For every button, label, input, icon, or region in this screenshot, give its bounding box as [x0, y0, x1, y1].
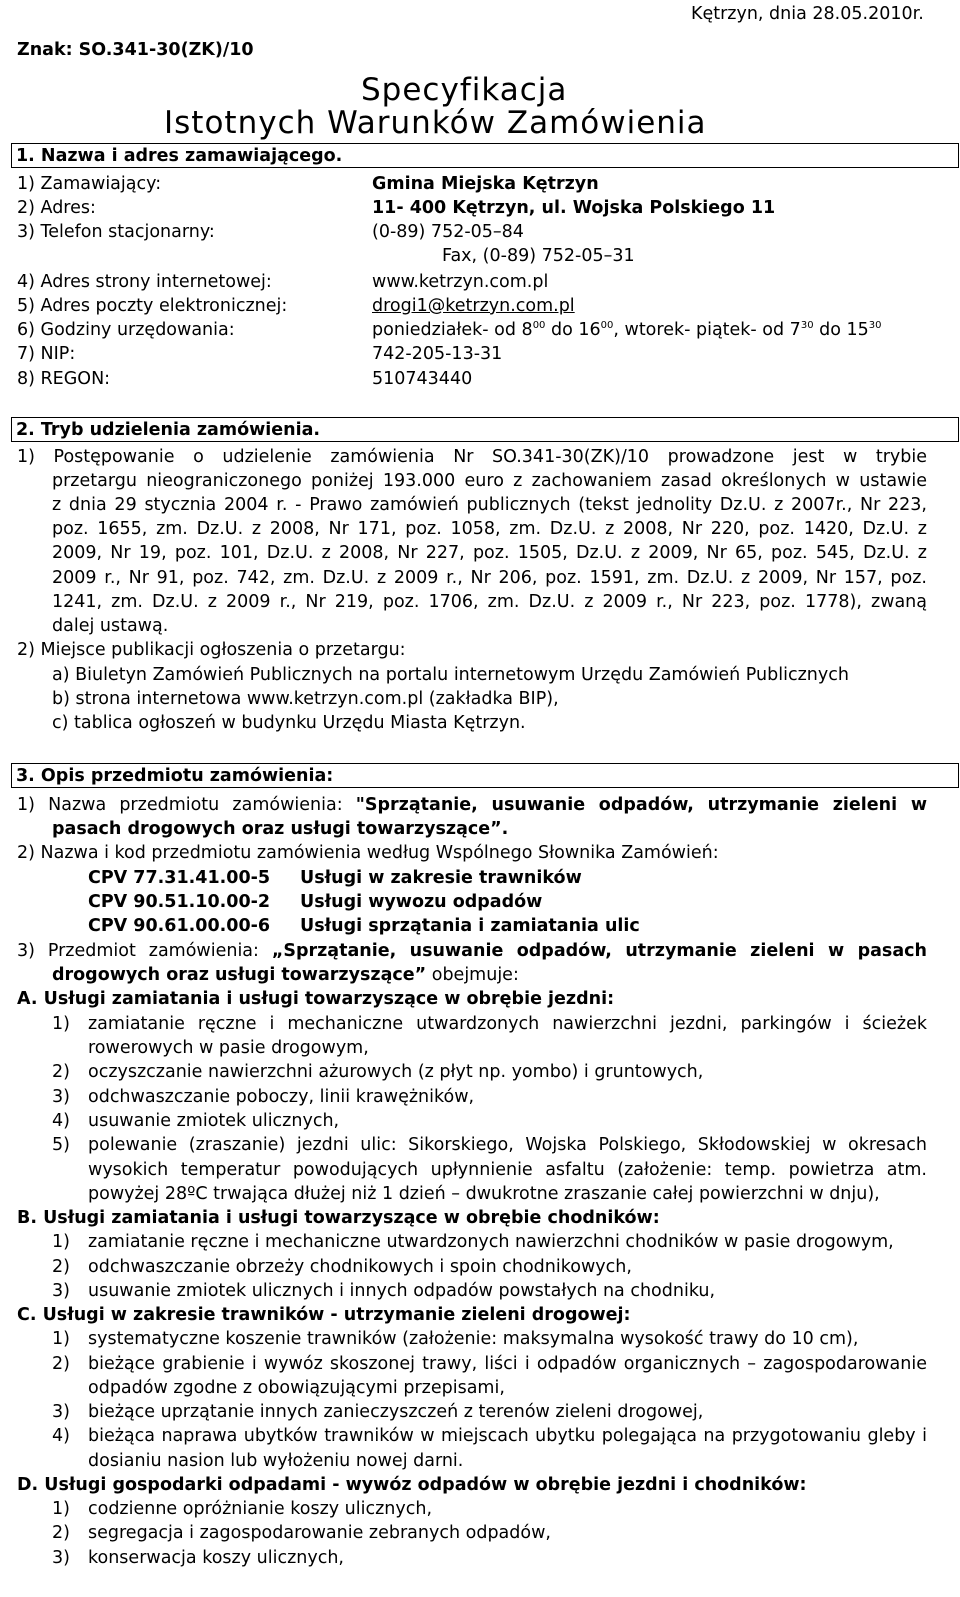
group-b-heading: B. Usługi zamiatania i usługi towarzyszące w obrębie chodników:: [17, 1208, 660, 1228]
item-text: oczyszczanie nawierzchni ażurowych (z płyt np. yombo) i gruntowych,: [88, 1062, 704, 1082]
section-1-title: 1. Nazwa i adres zamawiającego.: [16, 146, 343, 166]
row-value: Gmina Miejska Kętrzyn: [372, 174, 599, 194]
item-text: wysokich temperatur powodujących upłynnienie asfaltu (założenie: temp. powietrza atm.: [88, 1160, 927, 1180]
title-line-1: Specyfikacja: [361, 72, 568, 108]
item-number: 1): [52, 1499, 70, 1519]
item-text: bieżące uprzątanie innych zanieczyszczeń z terenów zieleni drogowej,: [88, 1402, 704, 1422]
item-text: usuwanie zmiotek ulicznych i innych odpadów powstałych na chodniku,: [88, 1281, 716, 1301]
row-label: 3) Telefon stacjonarny:: [17, 222, 215, 242]
item-text: powyżej 28ºC trwająca dłużej niż 1 dzień – dwukrotne zraszanie całej powierzchni w dnju),: [88, 1184, 880, 1204]
item-text: odchwaszczanie obrzeży chodnikowych i spoin chodnikowych,: [88, 1257, 632, 1277]
hours-text: , wtorek- piątek- od 7: [613, 320, 801, 340]
publication-item: b) strona internetowa www.ketrzyn.com.pl (zakładka BIP),: [52, 689, 559, 709]
hours-text: do 15: [813, 320, 869, 340]
nip-value: 742-205-13-31: [372, 344, 503, 364]
group-a-heading: A. Usługi zamiatania i usługi towarzyszące w obrębie jezdni:: [17, 989, 615, 1009]
item-number: 2): [52, 1523, 70, 1543]
item-text: usuwanie zmiotek ulicznych,: [88, 1111, 340, 1131]
cpv-code: CPV 77.31.41.00-5: [88, 868, 271, 888]
office-hours-value: [372, 318, 882, 343]
paragraph-line: 1) Postępowanie o udzielenie zamówienia Nr SO.341-30(ZK)/10 prowadzone jest w trybie: [17, 447, 927, 467]
row-label: 7) NIP:: [17, 344, 76, 364]
cpv-name: Usługi w zakresie trawników: [300, 868, 582, 888]
item-number: 3): [52, 1087, 70, 1107]
row-label: 8) REGON:: [17, 369, 111, 389]
item-text: dosianiu nasion lub wyłożeniu nowej darni.: [88, 1451, 464, 1471]
item-number: 1): [52, 1014, 70, 1034]
item-number: 2): [52, 1062, 70, 1082]
item-text: odpadów zgodne z obowiązującymi przepisami,: [88, 1378, 505, 1398]
publication-heading: 2) Miejsce publikacji ogłoszenia o przetargu:: [17, 640, 406, 660]
row-label: 6) Godziny urzędowania:: [17, 320, 235, 340]
item-text: zamiatanie ręczne i mechaniczne utwardzonych nawierzchni chodników w pasie drogowym,: [88, 1232, 894, 1252]
item-number: 2): [52, 1257, 70, 1277]
hours-text: poniedziałek- od 8: [372, 320, 533, 340]
row-label: 5) Adres poczty elektronicznej:: [17, 296, 288, 316]
text-span: drogowych oraz usługi towarzyszące”: [52, 965, 427, 985]
group-c-heading: C. Usługi w zakresie trawników - utrzymanie zieleni drogowej:: [17, 1305, 631, 1325]
item-number: 3): [52, 1402, 70, 1422]
fax-value: Fax, (0-89) 752-05–31: [442, 246, 635, 266]
document-date: Kętrzyn, dnia 28.05.2010r.: [691, 4, 924, 24]
hours-text: do 16: [545, 320, 601, 340]
text-span: „Sprzątanie, usuwanie odpadów, utrzymanie zieleni w pasach: [271, 941, 927, 961]
paragraph-line: z dnia 29 stycznia 2004 r. - Prawo zamówień publicznych (tekst jednolity Dz.U. z 2007r., Nr 223,: [52, 495, 927, 515]
item-number: 5): [52, 1135, 70, 1155]
item-number: 4): [52, 1426, 70, 1446]
item-text: bieżące grabienie i wywóz skoszonej trawy, liści i odpadów organicznych – zagospodarowanie: [88, 1354, 927, 1374]
hours-sup: 30: [868, 320, 882, 332]
title-line-2: Istotnych Warunków Zamówienia: [164, 105, 707, 141]
row-label: 4) Adres strony internetowej:: [17, 272, 272, 292]
hours-sup: 00: [532, 320, 546, 332]
publication-item: a) Biuletyn Zamówień Publicznych na portalu internetowym Urzędu Zamówień Publicznych: [52, 665, 849, 685]
subject-name-line: pasach drogowych oraz usługi towarzyszące”.: [52, 819, 509, 839]
text-span: obejmuje:: [426, 965, 519, 985]
hours-sup: 00: [600, 320, 614, 332]
item-text: systematyczne koszenie trawników (założenie: maksymalna wysokość trawy do 10 cm),: [88, 1329, 859, 1349]
item-text: bieżąca naprawa ubytków trawników w miejscach ubytku polegająca na przygotowaniu gleby i: [88, 1426, 927, 1446]
section-3-title: 3. Opis przedmiotu zamówienia:: [16, 766, 334, 786]
text-span: 1) Nazwa przedmiotu zamówienia:: [17, 795, 356, 815]
section-3-header: [11, 763, 959, 788]
row-label: 1) Zamawiający:: [17, 174, 162, 194]
item-number: 4): [52, 1111, 70, 1131]
item-text: odchwaszczanie poboczy, linii krawężników,: [88, 1087, 475, 1107]
section-1-header: [11, 143, 959, 168]
cpv-name: Usługi sprzątania i zamiatania ulic: [300, 916, 640, 936]
website-value: www.ketrzyn.com.pl: [372, 272, 549, 292]
item-text: konserwacja koszy ulicznych,: [88, 1548, 344, 1568]
text-span: 3) Przedmiot zamówienia:: [17, 941, 272, 961]
item-text: codzienne opróżnianie koszy ulicznych,: [88, 1499, 433, 1519]
email-link[interactable]: drogi1@ketrzyn.com.pl: [372, 296, 575, 316]
item-number: 1): [52, 1232, 70, 1252]
item-text: polewanie (zraszanie) jezdni ulic: Sikorskiego, Wojska Polskiego, Skłodowskiej w okresach: [88, 1135, 927, 1155]
cpv-name: Usługi wywozu odpadów: [300, 892, 543, 912]
regon-value: 510743440: [372, 369, 473, 389]
text-span: "Sprzątanie, usuwanie odpadów, utrzymanie zieleni w: [355, 795, 927, 815]
cpv-code: CPV 90.51.10.00-2: [88, 892, 271, 912]
document-reference: Znak: SO.341-30(ZK)/10: [17, 40, 254, 60]
row-value: 11- 400 Kętrzyn, ul. Wojska Polskiego 11: [372, 198, 776, 218]
item-number: 1): [52, 1329, 70, 1349]
cpv-heading: 2) Nazwa i kod przedmiotu zamówienia według Wspólnego Słownika Zamówień:: [17, 843, 719, 863]
section-2-header: [11, 417, 959, 442]
subject-scope-line: [17, 939, 927, 964]
publication-item: c) tablica ogłoszeń w budynku Urzędu Miasta Kętrzyn.: [52, 713, 526, 733]
item-text: segregacja i zagospodarowanie zebranych odpadów,: [88, 1523, 551, 1543]
item-text: zamiatanie ręczne i mechaniczne utwardzonych nawierzchni jezdni, parkingów i ścieżek: [88, 1014, 927, 1034]
paragraph-line: poz. 1655, zm. Dz.U. z 2008, Nr 171, poz. 1058, zm. Dz.U. z 2008, Nr 220, poz. 1420, Dz.U. z: [52, 519, 927, 539]
hours-sup: 30: [800, 320, 814, 332]
subject-scope-line: [52, 963, 519, 988]
item-text: rowerowych w pasie drogowym,: [88, 1038, 369, 1058]
paragraph-line: przetargu nieograniczonego poniżej 193.000 euro z zachowaniem zasad określonych w ustawie: [52, 471, 927, 491]
section-2-title: 2. Tryb udzielenia zamówienia.: [16, 420, 321, 440]
phone-value: (0-89) 752-05–84: [372, 222, 524, 242]
item-number: 2): [52, 1354, 70, 1374]
paragraph-line: dalej ustawą.: [52, 616, 169, 636]
group-d-heading: D. Usługi gospodarki odpadami - wywóz odpadów w obrębie jezdni i chodników:: [17, 1475, 807, 1495]
cpv-code: CPV 90.61.00.00-6: [88, 916, 271, 936]
paragraph-line: 2009, Nr 19, poz. 101, Dz.U. z 2008, Nr 227, poz. 1505, Dz.U. z 2009, Nr 65, poz. 545, Dz.U. z: [52, 543, 927, 563]
paragraph-line: 1241, zm. Dz.U. z 2009 r., Nr 219, poz. 1706, zm. Dz.U. z 2009 r., Nr 223, poz. 1778), zwaną: [52, 592, 927, 612]
subject-name-line: [17, 793, 927, 818]
row-label: 2) Adres:: [17, 198, 96, 218]
item-number: 3): [52, 1548, 70, 1568]
paragraph-line: 2009 r., Nr 91, poz. 742, zm. Dz.U. z 2009 r., Nr 206, poz. 1591, zm. Dz.U. z 2009, Nr 157, poz.: [52, 568, 927, 588]
item-number: 3): [52, 1281, 70, 1301]
